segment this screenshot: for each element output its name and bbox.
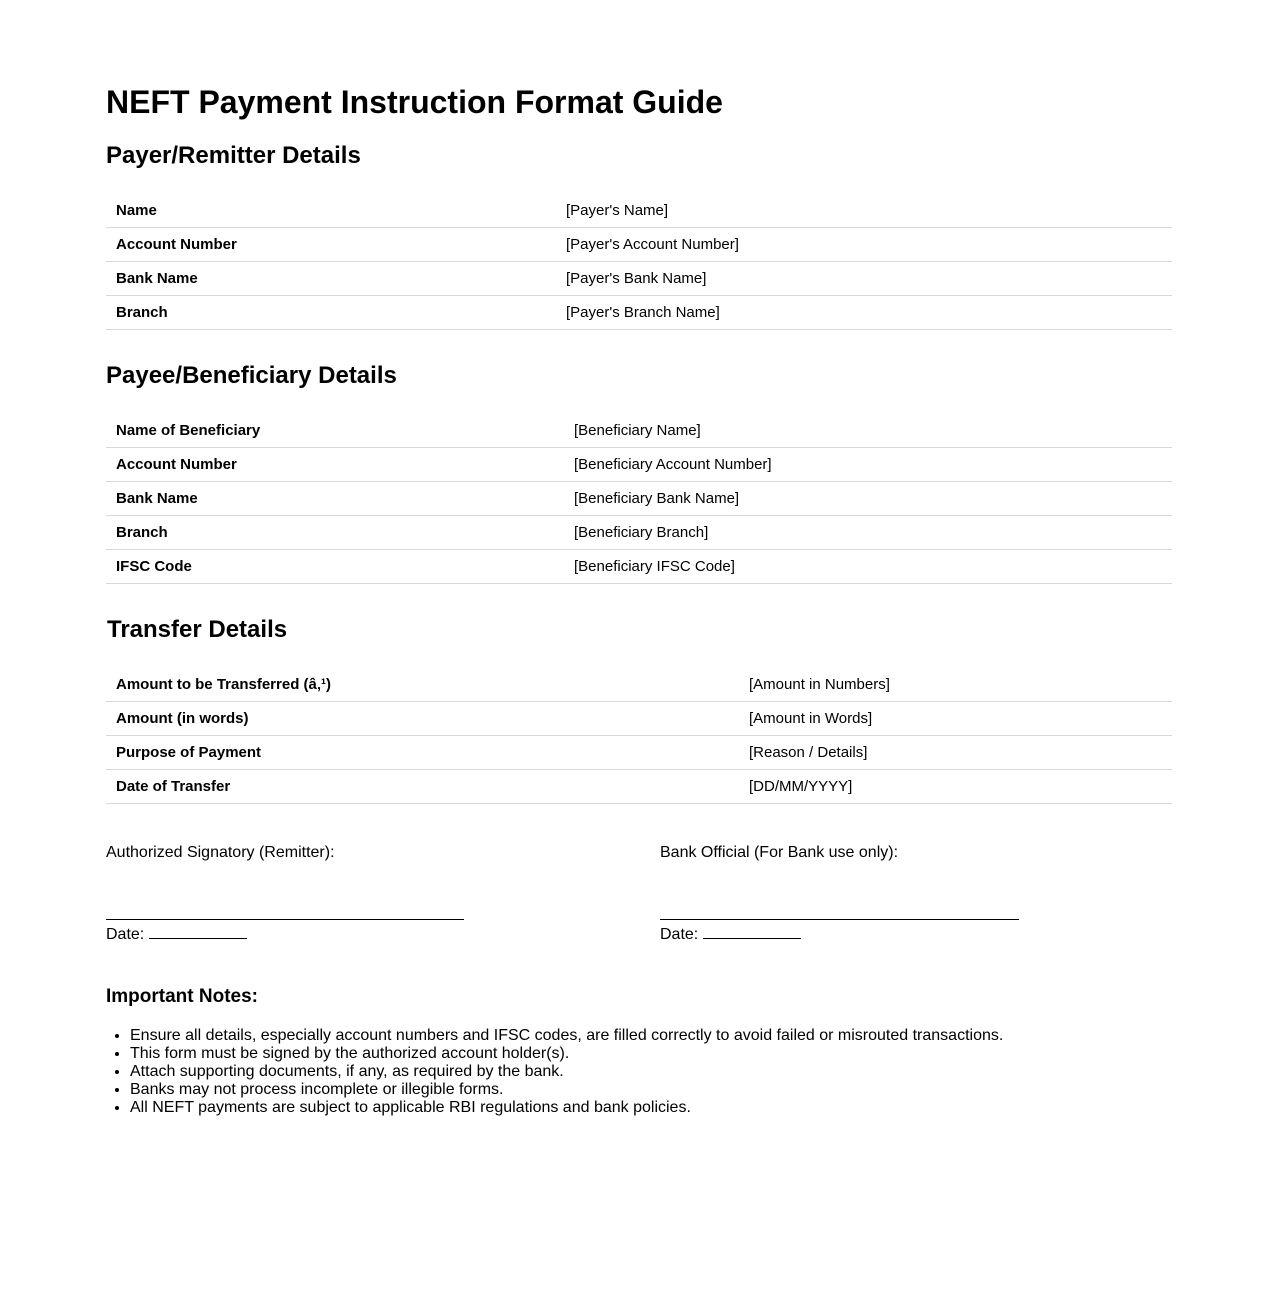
payee-branch-label: Branch [106, 516, 564, 550]
payee-bank-label: Bank Name [106, 482, 564, 516]
purpose-value: [Reason / Details] [739, 736, 1172, 770]
table-row [106, 736, 1172, 770]
bank-signature-title: Bank Official (For Bank use only): [660, 844, 899, 861]
payee-account-label: Account Number [106, 448, 564, 482]
table-row [106, 262, 1172, 296]
transfer-date-label: Date of Transfer [106, 770, 739, 804]
payee-table [106, 414, 1172, 584]
table-row [106, 448, 1172, 482]
payer-bank-value: [Payer's Bank Name] [556, 262, 1172, 296]
notes-list [106, 1027, 1003, 1117]
payer-branch-label: Branch [106, 296, 556, 330]
payee-name-value: [Beneficiary Name] [564, 414, 1172, 448]
remitter-date-label: Date: [106, 926, 145, 943]
bank-date [660, 923, 801, 945]
transfer-date-value: [DD/MM/YYYY] [739, 770, 1172, 804]
bank-signature-block [660, 843, 1022, 943]
payer-name-value: [Payer's Name] [556, 194, 1172, 228]
remitter-date [106, 923, 247, 945]
table-row [106, 414, 1172, 448]
payer-table [106, 194, 1172, 330]
payee-ifsc-value: [Beneficiary IFSC Code] [564, 550, 1172, 584]
table-row [106, 550, 1172, 584]
payee-branch-value: [Beneficiary Branch] [564, 516, 1172, 550]
remitter-date-blank[interactable] [149, 923, 247, 939]
bank-date-label: Date: [660, 926, 699, 943]
table-row [106, 194, 1172, 228]
table-row [106, 702, 1172, 736]
payee-heading: Payee/Beneficiary Details [106, 362, 397, 389]
list-item: • Banks may not process incomplete or illegible forms. [130, 1081, 1003, 1099]
payee-account-value: [Beneficiary Account Number] [564, 448, 1172, 482]
list-item: • All NEFT payments are subject to applicable RBI regulations and bank policies. [130, 1099, 1003, 1117]
list-item: • This form must be signed by the authorized account holder(s). [130, 1045, 1003, 1063]
payer-heading: Payer/Remitter Details [106, 142, 361, 169]
table-row [106, 228, 1172, 262]
payer-account-value: [Payer's Account Number] [556, 228, 1172, 262]
payer-branch-value: [Payer's Branch Name] [556, 296, 1172, 330]
list-item: • Ensure all details, especially account numbers and IFSC codes, are filled correctly to avoid failed or misrouted transactions. [130, 1027, 1003, 1045]
amount-words-label: Amount (in words) [106, 702, 739, 736]
transfer-table [106, 668, 1172, 804]
page-title: NEFT Payment Instruction Format Guide [106, 84, 723, 120]
table-row [106, 482, 1172, 516]
amount-value: [Amount in Numbers] [739, 668, 1172, 702]
remitter-signature-line[interactable] [106, 919, 464, 920]
payee-name-label: Name of Beneficiary [106, 414, 564, 448]
purpose-label: Purpose of Payment [106, 736, 739, 770]
table-row [106, 516, 1172, 550]
payer-name-label: Name [106, 194, 556, 228]
table-row [106, 668, 1172, 702]
remitter-signature-title: Authorized Signatory (Remitter): [106, 844, 335, 861]
payer-account-label: Account Number [106, 228, 556, 262]
amount-words-value: [Amount in Words] [739, 702, 1172, 736]
payee-bank-value: [Beneficiary Bank Name] [564, 482, 1172, 516]
bank-signature-line[interactable] [660, 919, 1019, 920]
bank-date-blank[interactable] [703, 923, 801, 939]
payee-ifsc-label: IFSC Code [106, 550, 564, 584]
remitter-signature-block [106, 843, 466, 943]
table-row [106, 296, 1172, 330]
list-item: • Attach supporting documents, if any, as required by the bank. [130, 1063, 1003, 1081]
notes-heading: Important Notes: [106, 986, 258, 1007]
table-row [106, 770, 1172, 804]
payer-bank-label: Bank Name [106, 262, 556, 296]
transfer-heading: Transfer Details [107, 616, 288, 643]
amount-label: Amount to be Transferred (â‚¹) [106, 668, 739, 702]
